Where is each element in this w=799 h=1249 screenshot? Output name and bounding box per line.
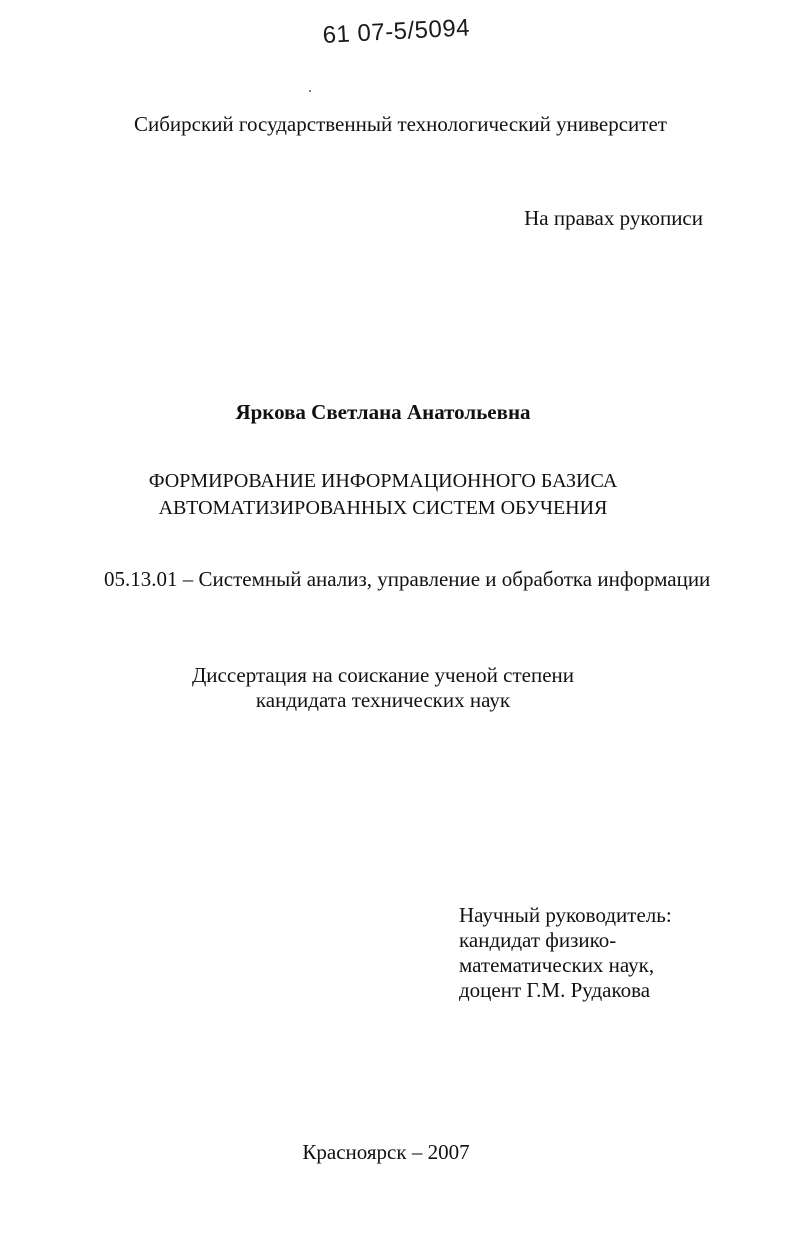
archive-stamp-number: 61 07-5/5094 xyxy=(322,14,471,49)
title-line-1: ФОРМИРОВАНИЕ ИНФОРМАЦИОННОГО БАЗИСА xyxy=(148,470,618,492)
scan-speck xyxy=(309,90,311,92)
supervisor-line-1: Научный руководитель: xyxy=(459,903,672,927)
title-line-2: АВТОМАТИЗИРОВАННЫХ СИСТЕМ ОБУЧЕНИЯ xyxy=(158,497,608,519)
dissertation-title xyxy=(0,468,766,522)
supervisor-line-3: математических наук, xyxy=(459,953,655,977)
author-name: Яркова Светлана Анатольевна xyxy=(235,400,531,424)
specialty-code: 05.13.01 – Системный анализ, управление и обработка информации xyxy=(104,567,711,591)
manuscript-note: На правах рукописи xyxy=(524,206,703,230)
degree-line-2: кандидата технических наук xyxy=(255,688,511,712)
supervisor-line-2: кандидат физико- xyxy=(459,928,617,952)
university-name: Сибирский государственный технологический университет xyxy=(134,112,667,136)
supervisor-line-4: доцент Г.М. Рудакова xyxy=(459,978,651,1002)
scientific-supervisor xyxy=(459,903,672,1003)
degree-line-1: Диссертация на соискание ученой степени xyxy=(191,663,575,687)
city-year: Красноярск – 2007 xyxy=(302,1140,470,1164)
degree-statement xyxy=(0,663,766,713)
